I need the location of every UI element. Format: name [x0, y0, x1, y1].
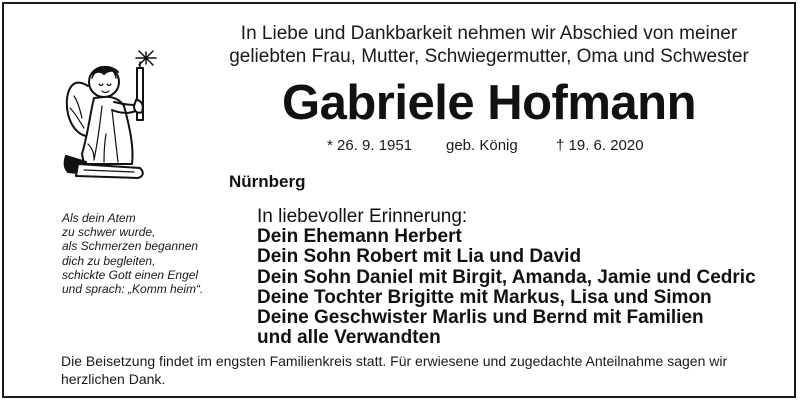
death-date: † 19. 6. 2020	[556, 137, 644, 154]
poem-line: schickte Gott einen Engel	[62, 267, 199, 282]
deceased-name: Gabriele Hofmann	[281, 76, 697, 130]
relative-line: Deine Tochter Brigitte mit Markus, Lisa und Simon	[257, 286, 712, 308]
poem-line: dich zu begleiten,	[62, 253, 156, 268]
maiden-name: geb. König	[446, 137, 518, 154]
relative-line: Dein Sohn Daniel mit Birgit, Amanda, Jamie und Cedric	[257, 266, 756, 288]
relative-line: Dein Ehemann Herbert	[257, 226, 462, 248]
intro-line-2: geliebten Frau, Mutter, Schwiegermutter, Oma und Schwester	[229, 46, 749, 67]
intro-line-1: In Liebe und Dankbarkeit nehmen wir Abschied von meiner	[240, 23, 738, 44]
birth-date: * 26. 9. 1951	[327, 137, 413, 154]
relative-line: Deine Geschwister Marlis und Bernd mit Familien	[257, 307, 704, 329]
poem-line: zu schwer wurde,	[62, 225, 156, 240]
angel-icon	[58, 44, 160, 186]
poem-line: und sprach: „Komm heim“.	[62, 282, 204, 297]
poem	[62, 211, 203, 296]
intro-text	[229, 22, 749, 68]
relative-line: und alle Verwandten	[257, 327, 441, 349]
city: Nürnberg	[229, 172, 306, 191]
relative-line: Dein Sohn Robert mit Lia und David	[257, 246, 582, 268]
mourners-list	[257, 207, 756, 348]
poem-line: Als dein Atem	[62, 211, 136, 225]
poem-line: als Schmerzen begannen	[62, 239, 199, 254]
memory-intro: In liebevoller Erinnerung:	[257, 206, 468, 227]
funeral-note: Die Beisetzung findet im engsten Familienkreis statt. Für erwiesene und zugedachte Anteilnahme sagen wir herzlichen Dank.	[61, 353, 728, 387]
